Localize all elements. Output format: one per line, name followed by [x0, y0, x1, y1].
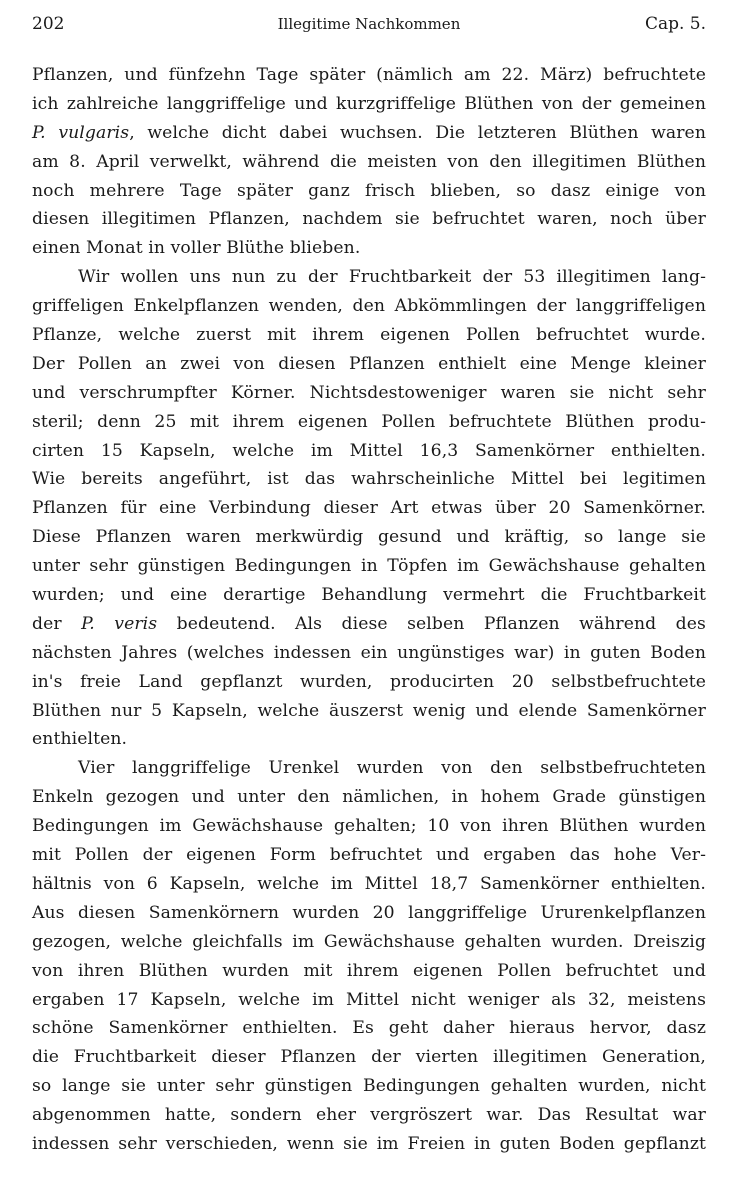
running-head — [32, 14, 706, 42]
text-segment: und verschrumpfter Körner. Nichtsdestoweniger waren sie nicht sehr — [32, 382, 706, 403]
text-segment: gezogen, welche gleichfalls im Gewächshause gehalten wurden. Dreiszig — [32, 931, 706, 952]
text-line — [32, 1130, 706, 1159]
text-segment: bedeutend. Als diese selben Pflanzen während des — [157, 613, 706, 634]
text-line — [32, 148, 706, 177]
text-segment: cirten 15 Kapseln, welche im Mittel 16,3 Samenkörner enthielten. — [32, 440, 706, 461]
text-line — [32, 783, 706, 812]
text-line — [32, 812, 706, 841]
italic-species-name: P. veris — [81, 613, 158, 634]
text-segment: Vier langgriffelige Urenkel wurden von den selbstbefruchteten — [78, 758, 706, 779]
text-line — [32, 986, 706, 1015]
text-segment: noch mehrere Tage später ganz frisch blieben, so dasz einige von — [32, 180, 706, 201]
text-line — [32, 697, 706, 726]
text-segment: Diese Pflanzen waren merkwürdig gesund und kräftig, so lange sie — [32, 527, 706, 548]
chapter-label: Cap. 5. — [644, 14, 706, 34]
text-segment: Der Pollen an zwei von diesen Pflanzen enthielt eine Menge kleiner — [32, 353, 706, 374]
text-line — [32, 1043, 706, 1072]
text-line — [32, 754, 706, 783]
text-segment: Aus diesen Samenkörnern wurden 20 langgriffelige Ururenkelpflanzen — [32, 902, 706, 923]
text-line — [32, 263, 706, 292]
text-line — [32, 234, 706, 263]
text-segment: von ihren Blüthen wurden mit ihrem eigenen Pollen befruchtet und — [32, 960, 706, 981]
body-text — [32, 61, 706, 1159]
text-segment: steril; denn 25 mit ihrem eigenen Pollen befruchtete Blüthen produ- — [32, 411, 706, 432]
text-segment: ich zahlreiche langgriffelige und kurzgriffelige Blüthen von der gemeinen — [32, 93, 706, 114]
text-segment: hältnis von 6 Kapseln, welche im Mittel 18,7 Samenkörner enthielten. — [32, 873, 706, 894]
text-line — [32, 61, 706, 90]
text-segment: der — [32, 613, 82, 634]
text-segment: Pflanzen, und fünfzehn Tage später (nämlich am 22. März) befruchtete — [32, 65, 706, 85]
text-line — [32, 581, 706, 610]
text-segment: am 8. April verwelkt, während die meisten von den illegitimen Blüthen — [32, 151, 706, 172]
text-segment: Enkeln gezogen und unter den nämlichen, in hohem Grade günstigen — [32, 787, 706, 808]
text-segment: indessen sehr verschieden, wenn sie im Freien in guten Boden gepflanzt — [32, 1133, 706, 1154]
text-line — [32, 552, 706, 581]
text-segment: wurden; und eine derartige Behandlung vermehrt die Fruchtbarkeit — [32, 585, 706, 606]
text-line — [32, 119, 706, 148]
text-line — [32, 437, 706, 466]
text-segment: unter sehr günstigen Bedingungen in Töpfen im Gewächshause gehalten — [32, 556, 706, 577]
text-segment: einen Monat in voller Blüthe blieben. — [32, 238, 361, 259]
page-number: 202 — [32, 14, 65, 34]
text-line — [32, 870, 706, 899]
text-segment: Bedingungen im Gewächshause gehalten; 10 von ihren Blüthen wurden — [32, 816, 706, 837]
text-segment: Wie bereits angeführt, ist das wahrscheinliche Mittel bei legitimen — [32, 469, 706, 490]
text-line — [32, 292, 706, 321]
text-segment: abgenommen hatte, sondern eher vergröszert war. Das Resultat war — [32, 1105, 706, 1126]
text-line — [32, 928, 706, 957]
text-line — [32, 1072, 706, 1101]
text-segment: diesen illegitimen Pflanzen, nachdem sie befruchtet waren, noch über — [32, 209, 706, 230]
text-line — [32, 177, 706, 206]
text-line — [32, 321, 706, 350]
text-line — [32, 1014, 706, 1043]
text-line — [32, 1101, 706, 1130]
text-segment: in's freie Land gepflanzt wurden, producirten 20 selbstbefruchtete — [32, 671, 706, 692]
text-segment: Wir wollen uns nun zu der Fruchtbarkeit der 53 illegitimen lang- — [78, 267, 706, 288]
text-segment: so lange sie unter sehr günstigen Bedingungen gehalten wurden, nicht — [32, 1076, 706, 1097]
text-segment: griffeligen Enkelpflanzen wenden, den Abkömmlingen der langgriffeligen — [32, 296, 706, 317]
text-line — [32, 350, 706, 379]
text-segment: Pflanze, welche zuerst mit ihrem eigenen Pollen befruchtet wurde. — [32, 325, 706, 346]
text-segment: mit Pollen der eigenen Form befruchtet und ergaben das hohe Ver- — [32, 845, 706, 866]
text-line — [32, 523, 706, 552]
text-line — [32, 205, 706, 234]
text-segment: , welche dicht dabei wuchsen. Die letzteren Blüthen waren — [129, 122, 706, 143]
text-segment: nächsten Jahres (welches indessen ein ungünstiges war) in guten Boden — [32, 642, 706, 663]
text-segment: Pflanzen für eine Verbindung dieser Art etwas über 20 Samenkörner. — [32, 498, 706, 519]
italic-species-name: P. vulgaris — [32, 122, 130, 143]
text-line — [32, 668, 706, 697]
running-title: Illegitime Nachkommen — [277, 15, 461, 33]
text-segment: ergaben 17 Kapseln, welche im Mittel nicht weniger als 32, meistens — [32, 989, 706, 1010]
text-line — [32, 899, 706, 928]
text-line — [32, 957, 706, 986]
text-line — [32, 725, 706, 754]
text-line — [32, 494, 706, 523]
text-segment: enthielten. — [32, 729, 128, 750]
text-segment: Blüthen nur 5 Kapseln, welche äuszerst wenig und elende Samenkörner — [32, 700, 706, 721]
text-line — [32, 639, 706, 668]
text-segment: schöne Samenkörner enthielten. Es geht daher hieraus hervor, dasz — [32, 1018, 706, 1039]
text-line — [32, 90, 706, 119]
text-line — [32, 465, 706, 494]
text-line — [32, 610, 706, 639]
text-line — [32, 379, 706, 408]
text-line — [32, 408, 706, 437]
text-line — [32, 841, 706, 870]
text-segment: die Fruchtbarkeit dieser Pflanzen der vierten illegitimen Generation, — [32, 1047, 706, 1068]
